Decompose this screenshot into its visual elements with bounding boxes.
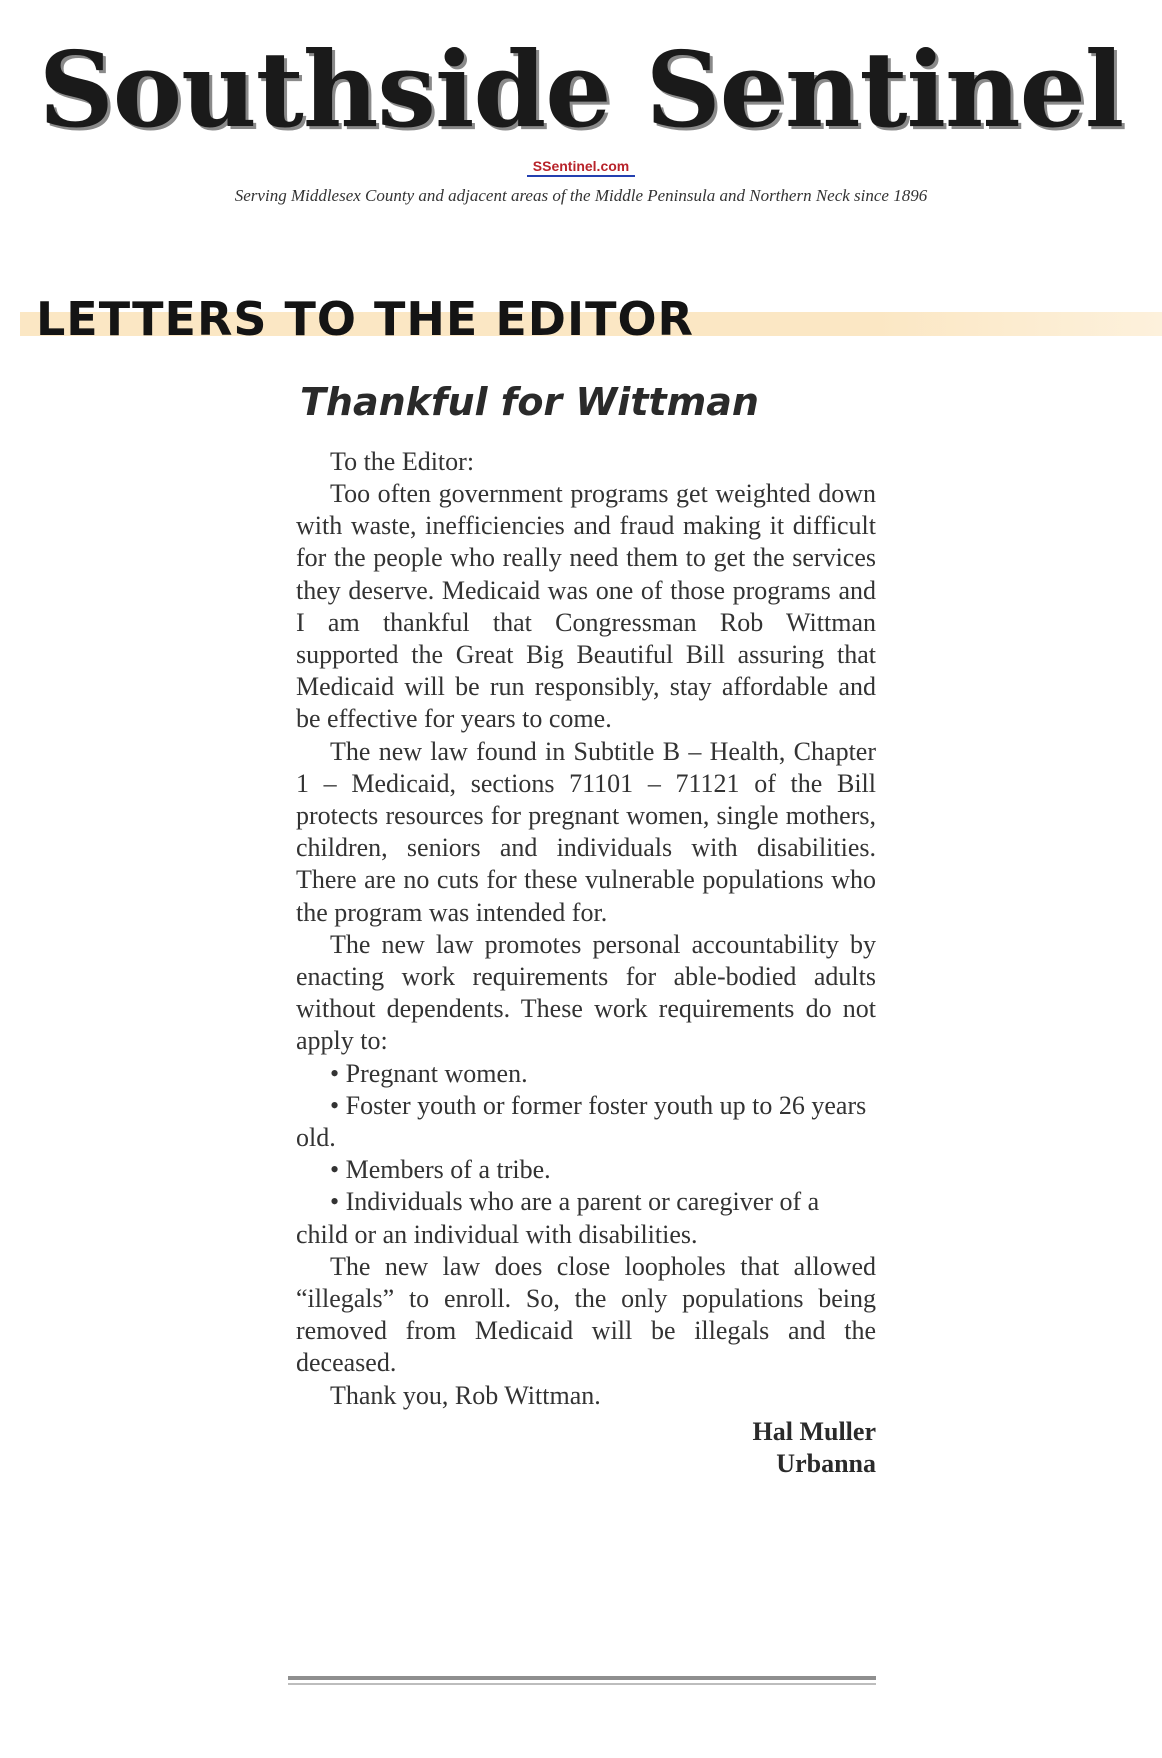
letter-closing: Thank you, Rob Wittman. — [330, 1380, 601, 1410]
exemption-list-item: • Pregnant women. — [330, 1058, 528, 1088]
letter-paragraph: The new law promotes personal accountability by enacting work requirements for able-bodied adults without dependents. These work requirements do not apply to: — [296, 929, 876, 1056]
exemption-list-item: • Members of a tribe. — [330, 1155, 551, 1185]
letter-to-editor — [296, 382, 876, 1480]
letter-paragraph: The new law found in Subtitle B – Health, Chapter 1 – Medicaid, sections 71101 – 71121 of the Bill protects resources for pregnant women, single mothers, children, seniors and individuals with disabilities. There are no cuts for these vulnerable populations who the program was intended for. — [296, 736, 876, 927]
section-title: LETTERS TO THE EDITOR — [36, 292, 694, 346]
website-link[interactable] — [0, 158, 1162, 174]
masthead-tagline: Serving Middlesex County and adjacent areas of the Middle Peninsula and Northern Neck since 1896 — [234, 186, 928, 205]
exemption-list-item: • Foster youth or former foster youth up to 26 years old. — [296, 1090, 867, 1153]
exemption-list-item: • Individuals who are a parent or caregiver of a child or an individual with disabilities. — [296, 1187, 820, 1249]
signature-location: Urbanna — [776, 1448, 876, 1478]
letter-signature — [296, 1416, 876, 1480]
end-rule-divider — [288, 1676, 876, 1685]
website-link-text[interactable]: SSentinel.com — [527, 158, 635, 177]
letter-paragraph: Too often government programs get weighted down with waste, inefficiencies and fraud making it difficult for the people who really need them to get the services they deserve. Medicaid was one of those programs and I am thankful that Congressman Rob Wittman supported the Great Big Beautiful Bill assuring that Medicaid will be run responsibly, stay affordable and be effective for years to come. — [296, 479, 876, 734]
letter-headline: Thankful for Wittman — [300, 380, 759, 424]
letter-paragraph: The new law does close loopholes that allowed “illegals” to enroll. So, the only populations being removed from Medicaid will be illegals and the deceased. — [296, 1251, 876, 1378]
masthead — [0, 0, 1162, 230]
newspaper-title: Southside Sentinel — [38, 28, 1124, 151]
signature-name: Hal Muller — [752, 1416, 876, 1446]
letter-salutation: To the Editor: — [330, 446, 475, 476]
